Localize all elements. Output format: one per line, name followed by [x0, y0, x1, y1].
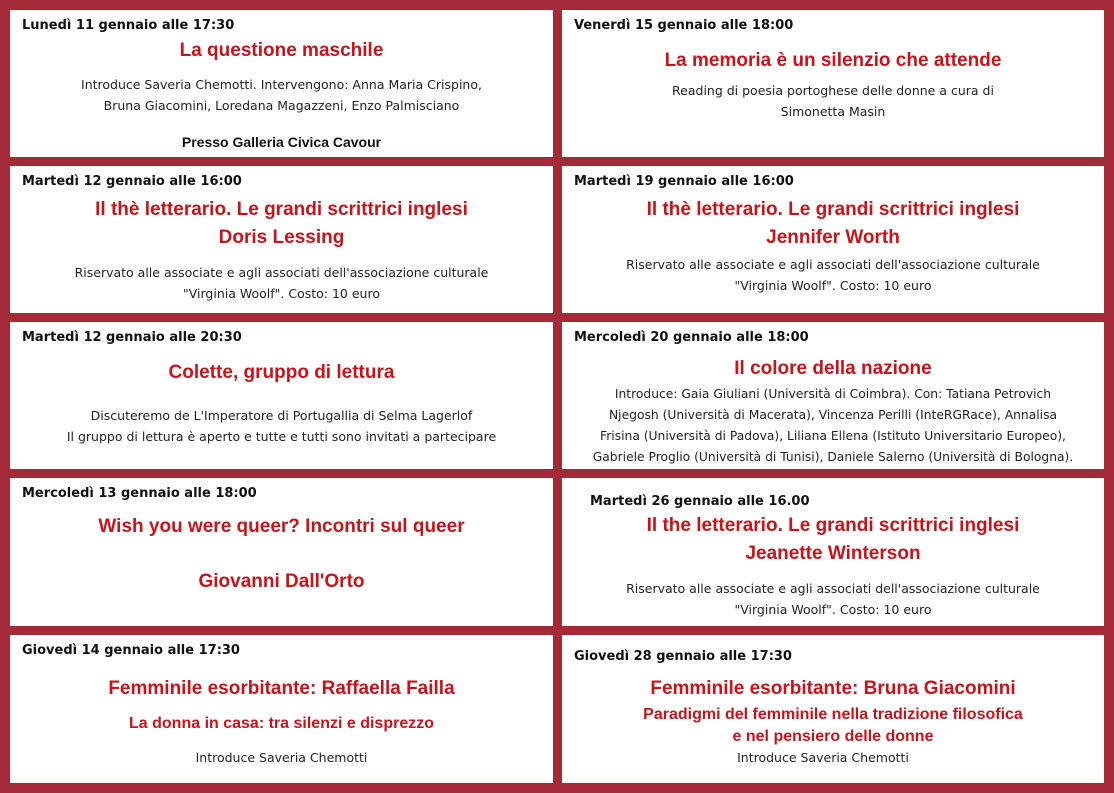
description-line: "Virginia Woolf". Costo: 10 euro	[734, 278, 932, 293]
event-card-1	[10, 10, 553, 157]
description-line: Riservato alle associate e agli associati dell'associazione culturale	[626, 257, 1040, 272]
event-date: Martedì 12 gennaio alle 16:00	[22, 174, 242, 189]
event-description	[10, 405, 553, 447]
event-title: La questione maschile	[179, 40, 384, 61]
description-line: Il gruppo di lettura è aperto e tutte e tutti sono invitati a partecipare	[66, 429, 497, 444]
description-line: Introduce: Gaia Giuliani (Università di Coimbra). Con: Tatiana Petrovich	[614, 387, 1052, 401]
event-date: Mercoledì 13 gennaio alle 18:00	[22, 486, 257, 501]
event-card-7	[10, 478, 553, 626]
description-line: Riservato alle associate e agli associati dell'associazione culturale	[74, 265, 489, 280]
event-date: Venerdì 15 gennaio alle 18:00	[574, 18, 794, 33]
event-author: Jennifer Worth	[766, 227, 900, 248]
description-line: Reading di poesia portoghese delle donne a cura di	[672, 83, 994, 98]
description-line: Introduce Saveria Chemotti	[737, 750, 909, 765]
event-title: Colette, gruppo di lettura	[168, 362, 395, 383]
event-title: Femminile esorbitante: Bruna Giacomini	[650, 678, 1016, 699]
event-description	[10, 262, 553, 304]
event-title: Femminile esorbitante: Raffaella Failla	[108, 678, 455, 699]
description-line: Njegosh (Università di Macerata), Vincenza Perilli (InteRGRace), Annalisa	[608, 408, 1058, 422]
event-title: Il the letterario. Le grandi scrittrici inglesi	[646, 515, 1020, 536]
event-title: Wish you were queer? Incontri sul queer	[98, 516, 465, 537]
event-subtitle	[562, 704, 1104, 748]
event-description	[10, 74, 553, 116]
event-date: Mercoledì 20 gennaio alle 18:00	[574, 330, 809, 345]
event-date: Lunedì 11 gennaio alle 17:30	[22, 18, 235, 33]
event-card-2	[562, 10, 1104, 157]
subtitle-line: Paradigmi del femminile nella tradizione filosofica	[643, 706, 1023, 723]
event-title: Il thè letterario. Le grandi scrittrici inglesi	[95, 199, 468, 220]
event-author: Jeanette Winterson	[745, 543, 921, 564]
event-description	[562, 80, 1104, 122]
event-description	[562, 384, 1104, 468]
event-card-8	[562, 478, 1104, 626]
event-date: Martedì 19 gennaio alle 16:00	[574, 174, 794, 189]
event-author: Doris Lessing	[218, 227, 345, 248]
subtitle-line: e nel pensiero delle donne	[732, 728, 934, 745]
event-title: Il colore della nazione	[734, 358, 932, 379]
event-card-10	[562, 635, 1104, 783]
event-card-9	[10, 635, 553, 783]
event-card-3	[10, 166, 553, 313]
event-description	[10, 747, 553, 768]
event-date: Giovedì 14 gennaio alle 17:30	[22, 643, 240, 658]
event-description	[562, 578, 1104, 620]
event-date: Giovedì 28 gennaio alle 17:30	[574, 649, 792, 664]
description-line: Gabriele Proglio (Università di Tunisi), Daniele Salerno (Università di Bologna).	[592, 450, 1074, 464]
event-title: Il thè letterario. Le grandi scrittrici inglesi	[646, 199, 1020, 220]
event-speaker: Giovanni Dall'Orto	[198, 571, 365, 592]
description-line: Discuteremo de L'Imperatore di Portugallia di Selma Lagerlof	[90, 408, 473, 423]
description-line: Introduce Saveria Chemotti	[195, 750, 368, 765]
description-line: Simonetta Masin	[780, 104, 886, 119]
event-date: Martedì 12 gennaio alle 20:30	[22, 330, 242, 345]
event-description	[562, 254, 1104, 296]
event-card-5	[10, 322, 553, 469]
description-line: "Virginia Woolf". Costo: 10 euro	[734, 602, 932, 617]
description-line: Introduce Saveria Chemotti. Intervengono: Anna Maria Crispino,	[81, 77, 482, 92]
event-card-6	[562, 322, 1104, 469]
event-title: La memoria è un silenzio che attende	[664, 50, 1002, 71]
description-line: Frisina (Università di Padova), Liliana Ellena (Istituto Universitario Europeo),	[600, 429, 1066, 443]
event-description	[542, 747, 1104, 768]
event-venue: Presso Galleria Civica Cavour	[181, 134, 382, 150]
description-line: "Virginia Woolf". Costo: 10 euro	[183, 286, 380, 301]
event-subtitle: La donna in casa: tra silenzi e disprezzo	[129, 715, 434, 732]
description-line: Bruna Giacomini, Loredana Magazzeni, Enzo Palmisciano	[103, 98, 460, 113]
event-card-4	[562, 166, 1104, 313]
event-date: Martedì 26 gennaio alle 16.00	[590, 494, 810, 509]
description-line: Riservato alle associate e agli associati dell'associazione culturale	[626, 581, 1040, 596]
